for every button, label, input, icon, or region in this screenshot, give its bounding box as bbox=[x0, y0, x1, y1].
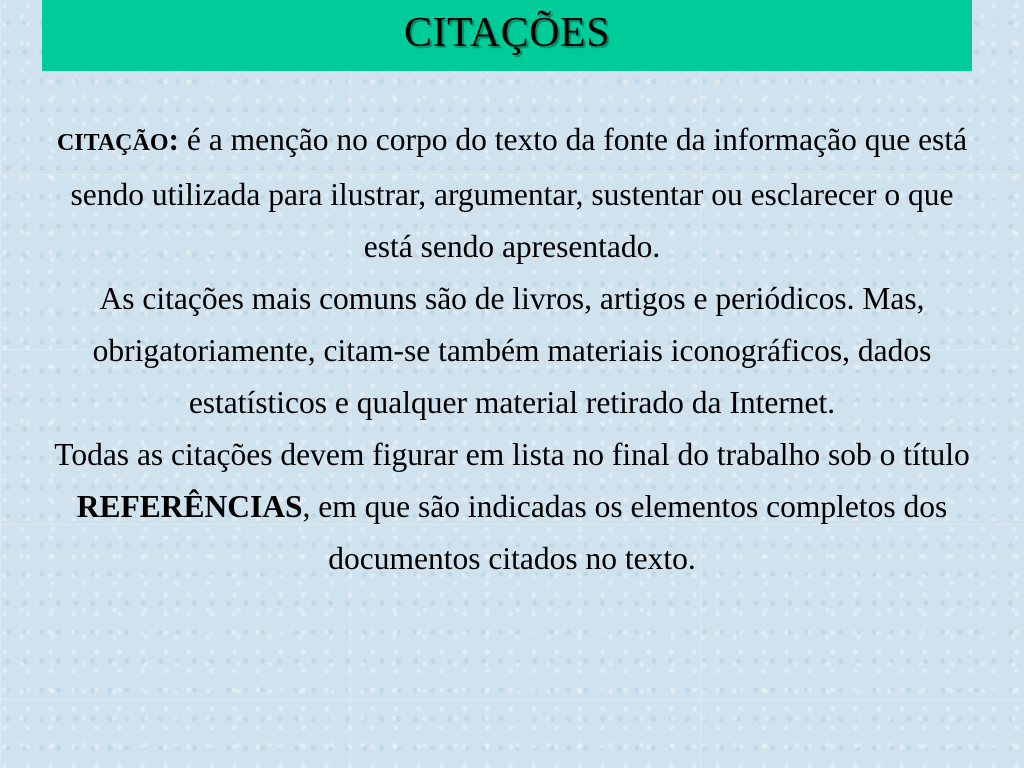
common-citations-paragraph: As citações mais comuns são de livros, artigos e periódicos. Mas, obrigatoriamente, citam-se também materiais iconográficos, dados estatísticos e qualquer material retirado da Internet. bbox=[92, 281, 932, 420]
slide-title: CITAÇÕES bbox=[404, 9, 610, 56]
references-paragraph bbox=[50, 429, 974, 585]
references-emphasis: REFERÊNCIAS bbox=[76, 489, 303, 524]
title-bar bbox=[42, 0, 972, 71]
references-text-before: Todas as citações devem figurar em lista no final do trabalho sob o título bbox=[54, 437, 970, 472]
slide-body bbox=[50, 114, 974, 585]
definition-colon: : bbox=[168, 122, 179, 157]
definition-term: CITAÇÃO bbox=[56, 130, 169, 156]
definition-paragraph bbox=[50, 114, 974, 273]
definition-text: é a menção no corpo do texto da fonte da informação que está sendo utilizada para ilustrar, argumentar, sustentar ou esclarecer o que está sendo apresentado. bbox=[70, 122, 968, 264]
references-text-after: , em que são indicadas os elementos completos dos documentos citados no texto. bbox=[302, 489, 948, 576]
